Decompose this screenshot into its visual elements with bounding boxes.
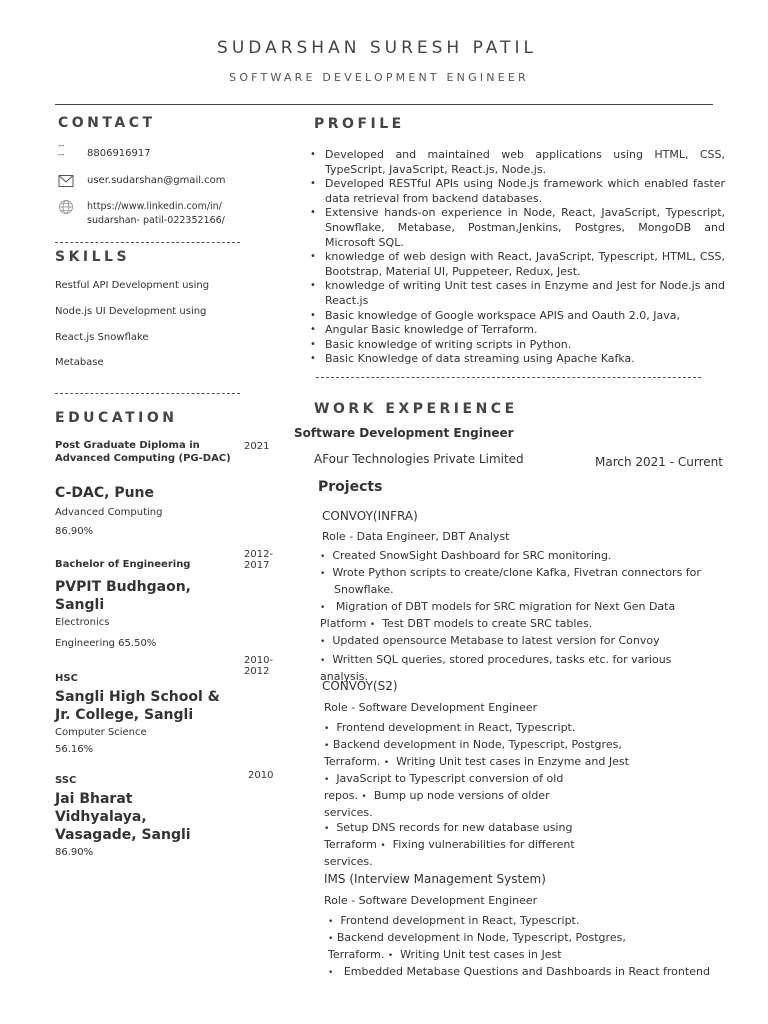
project-line: analysis. — [320, 670, 369, 683]
profile-item: • Basic Knowledge of data streaming using Apache Kafka. — [305, 352, 725, 367]
project-role: Role - Software Development Engineer — [324, 894, 538, 907]
header-divider — [55, 104, 713, 105]
project-line: Frontend development in React, Typescript. — [336, 721, 576, 734]
project-line: Setup DNS records for new database using — [336, 821, 573, 834]
profile-item: • Angular Basic knowledge of Terraform. — [305, 323, 725, 338]
education-year — [244, 655, 273, 677]
education-year — [244, 549, 273, 571]
education-year-end: 2012 — [244, 666, 270, 677]
work-heading: WORK EXPERIENCE — [314, 401, 518, 417]
projects-heading: Projects — [318, 479, 383, 495]
project-line: services. — [324, 806, 373, 819]
education-year-start: 2010- — [244, 655, 274, 666]
project-line: Frontend development in React, Typescript. — [340, 914, 580, 927]
project-name: IMS (Interview Management System) — [324, 872, 546, 886]
profile-list — [305, 148, 725, 367]
project-line: Terraform. — [324, 755, 381, 768]
education-institute: C-DAC, Pune — [55, 485, 155, 501]
skill-item: Node.js UI Development using — [55, 306, 207, 317]
project-line: Backend development in Node, Typescript, Postgres, — [336, 931, 626, 944]
project-role: Role - Software Development Engineer — [324, 701, 538, 714]
skill-item: Metabase — [55, 357, 104, 368]
project-role: Role - Data Engineer, DBT Analyst — [322, 530, 510, 543]
education-institute: PVPIT Budhgaon, Sangli — [55, 579, 191, 613]
project-line: Updated opensource Metabase to latest version for Convoy — [332, 634, 660, 647]
profile-item: • Basic knowledge of writing scripts in Python. — [305, 338, 725, 353]
education-title: Bachelor of Engineering — [55, 559, 191, 570]
linkedin-line-2: sudarshan- patil-022352166/ — [87, 215, 225, 226]
contact-divider — [55, 242, 240, 243]
project-line: Embedded Metabase Questions and Dashboards in React frontend — [343, 965, 710, 978]
education-score: 56.16% — [55, 744, 94, 755]
project-line: Snowflake. — [334, 583, 394, 596]
project-details: • Frontend development in React, Typescript. • Backend development in Node, Typescript, Postgres, Terraform. • Writing Unit test cases in Jest • Embedded Metabase Questions and Dashboards in React frontend — [328, 914, 710, 978]
linkedin-line-1: https://www.linkedin.com/in/ — [87, 201, 222, 212]
contact-heading: CONTACT — [58, 115, 156, 131]
project-name: CONVOY(INFRA) — [322, 509, 418, 523]
education-title: HSC — [55, 673, 78, 684]
project-name: CONVOY(S2) — [322, 679, 398, 693]
project-line: Written SQL queries, stored procedures, tasks etc. for various — [332, 653, 672, 666]
project-details: • Created SnowSight Dashboard for SRC monitoring. • Wrote Python scripts to create/clone Kafka, Fivetran connectors for Snowflake. • Migration of DBT models for SRC migration for Next Gen Data Platform • Test DBT models to create SRC tables. • Updated opensource Metabase to latest version for Convoy • Written SQL queries, stored procedures, tasks etc. for various analysis. — [320, 548, 740, 684]
contact-email[interactable]: user.sudarshan@gmail.com — [87, 175, 226, 186]
project-line: Platform — [320, 617, 367, 630]
education-institute: Jai Bharat Vidhyalaya, Vasagade, Sangli — [55, 791, 191, 843]
profile-item: • Extensive hands-on experience in Node, React, JavaScript, Typescript, Snowflake, Metabase, Postman,Jenkins, Postgres, MongoDB and Microsoft SQL. — [305, 206, 725, 250]
project-line: Created SnowSight Dashboard for SRC monitoring. — [332, 549, 612, 562]
education-year-end: 2017 — [244, 560, 270, 571]
contact-phone: 8806916917 — [87, 148, 151, 159]
profile-item: • knowledge of web design with React, JavaScript, Typescript, HTML, CSS, Bootstrap, Material UI, Puppeteer, Redux, Jest. — [305, 250, 725, 279]
profile-divider — [316, 377, 701, 378]
education-institute: Sangli High School & Jr. College, Sangli — [55, 689, 220, 723]
profile-heading: PROFILE — [314, 116, 405, 132]
profile-item: • knowledge of writing Unit test cases in Enzyme and Jest for Node.js and React.js — [305, 279, 725, 308]
skill-item: Restful API Development using — [55, 280, 210, 291]
education-year: 2021 — [244, 441, 270, 452]
globe-icon — [58, 199, 74, 215]
work-position: Software Development Engineer — [294, 426, 514, 440]
education-title: SSC — [55, 775, 77, 786]
project-line: Writing Unit test cases in Enzyme and Jest — [396, 755, 629, 768]
profile-item: • Basic knowledge of Google workspace APIS and Oauth 2.0, Java, — [305, 309, 725, 324]
education-title: Post Graduate Diploma in Advanced Computing (PG-DAC) — [55, 440, 231, 464]
project-line: Fixing vulnerabilities for different — [392, 838, 575, 851]
profile-item: • Developed and maintained web applications using HTML, CSS, TypeScript, JavaScript, React.js, Node.js. — [305, 148, 725, 177]
project-line: Wrote Python scripts to create/clone Kafka, Fivetran connectors for — [332, 566, 701, 579]
project-line: Terraform — [324, 838, 377, 851]
skills-divider — [55, 393, 240, 394]
education-score: Engineering 65.50% — [55, 638, 157, 649]
project-line: Terraform. — [328, 948, 385, 961]
work-company: AFour Technologies Private Limited — [314, 452, 524, 466]
skill-item: React.js Snowflake — [55, 332, 149, 343]
project-line: JavaScript to Typescript conversion of old — [336, 772, 564, 785]
project-line: Migration of DBT models for SRC migration for Next Gen Data — [335, 600, 676, 613]
project-line: repos. — [324, 789, 358, 802]
work-dates: March 2021 - Current — [595, 455, 723, 469]
resume-name: SUDARSHAN SURESH PATIL — [217, 38, 537, 58]
project-line: Writing Unit test cases in Jest — [400, 948, 562, 961]
education-heading: EDUCATION — [55, 410, 178, 426]
project-line: Test DBT models to create SRC tables. — [382, 617, 593, 630]
skills-heading: SKILLS — [55, 249, 131, 265]
phone-icon: -- -- — [58, 141, 65, 160]
education-year-start: 2012- — [244, 549, 274, 560]
project-details: • Frontend development in React, Typescript. • Backend development in Node, Typescript, Postgres, Terraform. • Writing Unit test cases in Enzyme and Jest • JavaScript to Typescript conversion of old repos. • Bump up node versions of older services. • Setup DNS records for new database using Terraform • Fixing vulnerabilities for different services. — [324, 720, 744, 869]
profile-item: • Developed RESTful APIs using Node.js framework which enabled faster data retrieval from backend databases. — [305, 177, 725, 206]
project-line: Bump up node versions of older — [373, 789, 550, 802]
project-line: services. — [324, 855, 373, 868]
education-score: 86.90% — [55, 847, 94, 858]
contact-linkedin[interactable] — [87, 200, 225, 228]
resume-title: SOFTWARE DEVELOPMENT ENGINEER — [229, 71, 529, 84]
mail-icon — [58, 174, 74, 188]
education-year: 2010 — [248, 770, 274, 781]
project-line: Backend development in Node, Typescript, Postgres, — [332, 738, 622, 751]
education-score: 86.90% — [55, 526, 94, 537]
education-field: Electronics — [55, 617, 110, 628]
education-field: Advanced Computing — [55, 507, 163, 518]
education-field: Computer Science — [55, 727, 147, 738]
